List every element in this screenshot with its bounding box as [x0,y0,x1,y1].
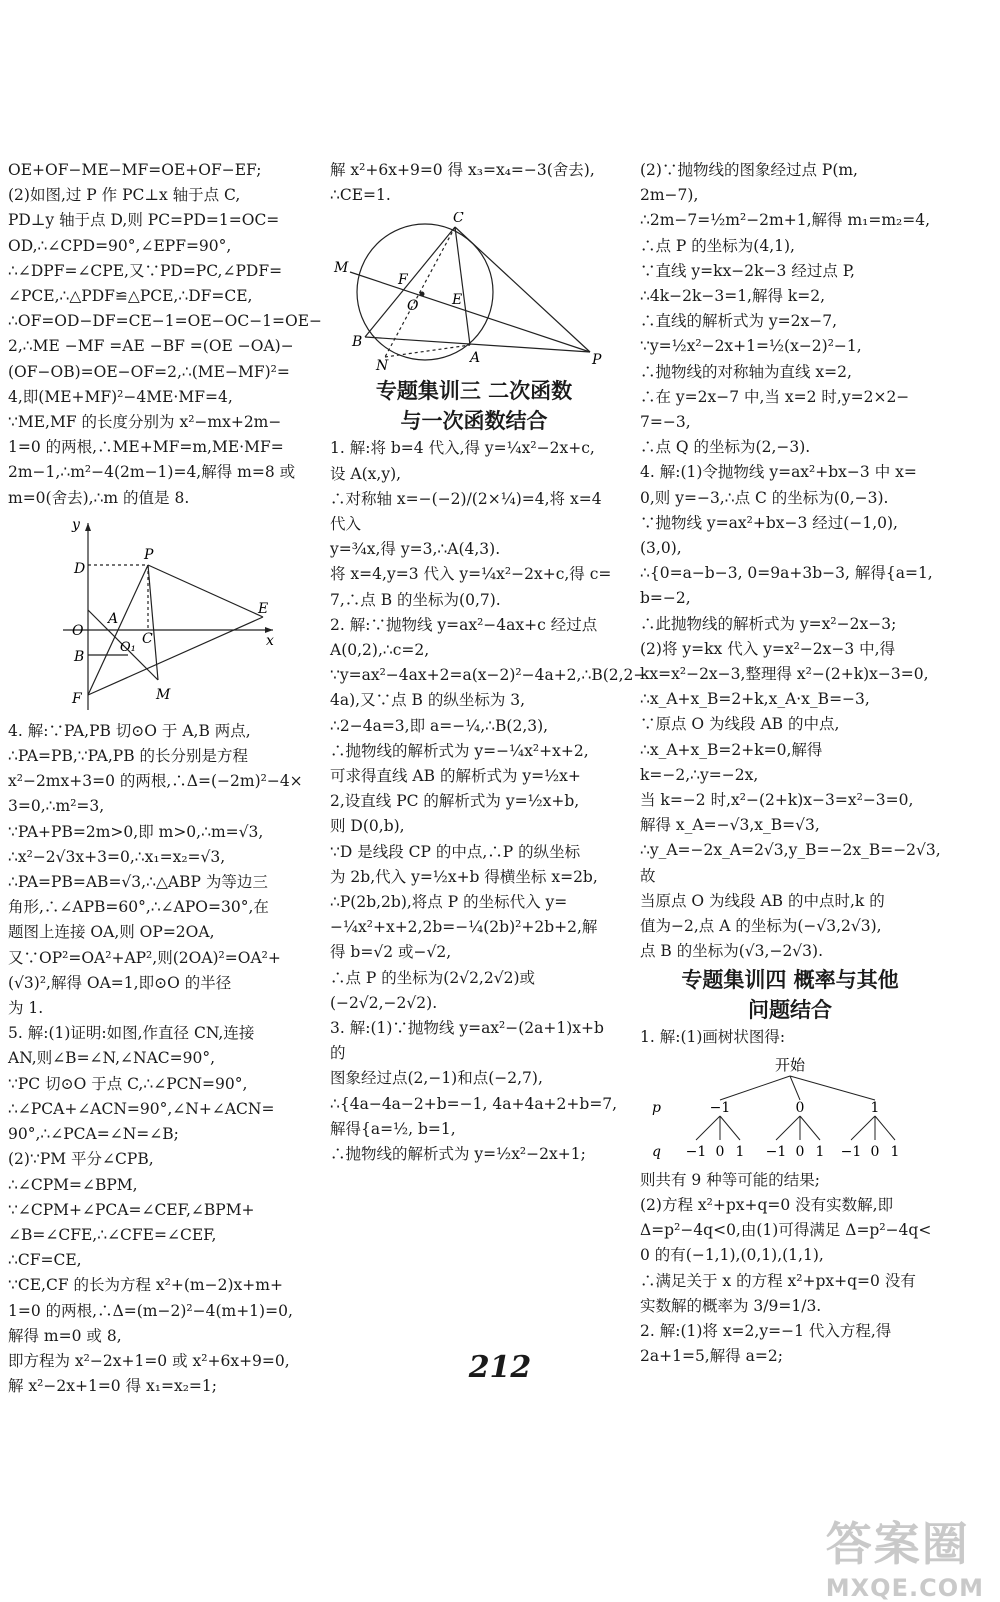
solution-text-block [640,1168,940,1370]
text-line: ∴∠DPF=∠CPE,又∵PD=PC,∠PDF= [8,261,283,280]
label-C: C [142,630,153,647]
text-line: 1=0 的两根,∴Δ=(m−2)²−4(m+1)=0, [8,1301,293,1320]
tree-p-label: p [652,1099,661,1116]
text-line: 4. 解:∵PA,PB 切⊙O 于 A,B 两点, [8,721,251,740]
text-line: ∵PC 切⊙O 于点 C,∴∠PCN=90°, [8,1074,248,1093]
text-line: 角形,∴∠APB=60°,∴∠APO=30°,在 [8,898,269,917]
watermark [826,1508,984,1602]
text-line: ∴抛物线的解析式为 y=½x²−2x+1; [330,1145,586,1164]
text-line: y=¾x,得 y=3,∴A(4,3). [330,540,501,559]
text-line: 题图上连接 OA,则 OP=2OA, [8,923,215,942]
text-line: (2)将 y=kx 代入 y=x²−2x−3 中,得 [640,639,896,658]
line-FE [88,617,263,695]
solution-text-block [8,719,308,1399]
text-line: 4. 解:(1)令抛物线 y=ax²+bx−3 中 x= [640,463,917,482]
label-B: B [352,334,363,351]
text-line: 解得 x_A=−√3,x_B=√3, [640,816,820,835]
text-line: (2)如图,过 P 作 PC⊥x 轴于点 C, [8,186,241,205]
text-line: ∴直线的解析式为 y=2x−7, [640,312,838,331]
text-line: 4a),又∵点 B 的纵坐标为 3, [330,691,526,710]
center-dot [420,292,425,297]
tree-q-node: −1 [765,1143,787,1160]
text-line: 为 2b,代入 y=½x+b 得横坐标 x=2b, [330,867,598,886]
text-line: ∴CF=CE, [8,1251,82,1270]
text-line: (2)方程 x²+px+q=0 没有实数解,即 [640,1195,894,1214]
label-O: O [72,622,84,639]
label-B: B [74,648,85,665]
text-line: ∴点 Q 的坐标为(2,−3). [640,438,811,457]
solution-text-block [8,158,323,511]
text-line: OE+OF−ME−MF=OE+OF−EF; [8,161,262,179]
text-line: (3,0), [640,539,682,558]
text-line: ∠PCE,∴△PDF≌△PCE,∴DF=CE, [8,287,253,306]
text-line: ∴点 P 的坐标为(4,1), [640,236,795,255]
text-line: (−2√2,−2√2). [330,993,438,1012]
column-left [8,158,323,1399]
text-line: 7,∴点 B 的坐标为(0,7). [330,590,501,609]
section-heading-sub: 与一次函数结合 [400,409,548,434]
label-M: M [156,686,171,703]
text-line: ∴x_A+x_B=2+k=0,解得 k=−2,∴y=−2x, [640,740,828,784]
label-A: A [470,350,481,367]
text-line: A(0,2),∴c=2, [330,641,430,660]
tree-root: 开始 [774,1055,806,1074]
text-line: ∴点 P 的坐标为(2√2,2√2)或 [330,968,536,987]
watermark-logo-text: 答案圈 [825,1517,970,1571]
text-line: ∵直线 y=kx−2k−3 经过点 P, [640,261,855,280]
label-x: x [266,632,274,649]
text-line: 得 b=√2 或−√2, [330,943,452,962]
text-line: ∴CE=1. [330,186,391,205]
text-line: ∴此抛物线的解析式为 y=x²−2x−3; [640,614,897,633]
text-line: 解得 m=0 或 8, [8,1326,122,1345]
label-E: E [258,600,269,617]
section-heading: 专题集训三 二次函数 [375,379,573,404]
line-CP [455,227,590,352]
text-line: 4,即(ME+MF)²−4ME·MF=4, [8,387,233,406]
text-line: ∴PA=PB=AB=√3,∴△ABP 为等边三 [8,873,268,892]
text-line: 2,∴ME −MF =AE −BF =(OE −OA)− [8,337,294,356]
text-line: 实数解的概率为 3/9=1/3. [640,1296,822,1315]
text-line: 当 k=−2 时,x²−(2+k)x−3=x²−3=0, [640,791,914,810]
tree-p-node: −1 [709,1099,731,1116]
text-line: 值为−2,点 A 的坐标为(−√3,2√3), [640,917,882,936]
text-line: ∴2m−7=½m²−2m+1,解得 m₁=m₂=4, [640,211,931,230]
text-line: 3. 解:(1)∵抛物线 y=ax²−(2a+1)x+b 的 [330,1019,609,1063]
coordinate-figure [8,515,308,715]
text-line: (OF−OB)=OE−OF=2,∴(ME−MF)²= [8,362,290,381]
text-line: ∵原点 O 为线段 AB 的中点, [640,715,840,734]
text-line: 解 x²+6x+9=0 得 x₃=x₄=−3(舍去), [330,161,595,179]
text-line: 点 B 的坐标为(√3,−2√3). [640,942,824,961]
section-heading-sub: 问题结合 [748,997,832,1022]
tree-q-node: 1 [815,1143,825,1160]
column-right [640,158,940,1369]
text-line: 2m−1,∴m²−4(2m−1)=4,解得 m=8 或 [8,463,296,482]
label-P: P [592,352,602,369]
text-line: ∴抛物线的对称轴为直线 x=2, [640,362,852,381]
text-line: AN,则∠B=∠N,∠NAC=90°, [8,1049,216,1068]
text-line: 7=−3, [640,413,691,432]
text-line: ∵y=ax²−4ax+2=a(x−2)²−4a+2,∴B(2,2− [330,666,647,685]
text-line: 1. 解:(1)画树状图得: [640,1027,786,1046]
solution-text-block [640,158,940,965]
text-line: ∵抛物线 y=ax²+bx−3 经过(−1,0), [640,513,898,532]
text-line: −¼x²+x+2,2b=−¼(2b)²+2b+2,解 [330,918,598,937]
text-line: 3=0,∴m²=3, [8,797,105,816]
label-M: M [334,260,349,277]
text-line: ∴在 y=2x−7 中,当 x=2 时,y=2×2− [640,387,910,406]
label-C: C [453,212,464,227]
text-line: ∴满足关于 x 的方程 x²+px+q=0 没有 [640,1271,916,1290]
text-line: 则 D(0,b), [330,817,405,836]
label-O1: O₁ [120,639,136,655]
text-line: ∴抛物线的解析式为 y=−¼x²+x+2, [330,741,589,760]
tree-q-node: 0 [795,1143,805,1160]
tree-q-node: 1 [890,1143,900,1160]
text-line: ∵y=½x²−2x+1=½(x−2)²−1, [640,337,862,356]
label-O: O [407,298,419,315]
watermark-url: MXQE.COM [825,1574,984,1602]
label-P: P [144,546,154,563]
page-number: 212 [468,1350,532,1385]
tree-q-node: 0 [715,1143,725,1160]
text-line: ∴∠PCA+∠ACN=90°,∠N+∠ACN= [8,1099,275,1118]
y-arrow-icon [85,523,91,531]
label-F: F [398,272,408,289]
text-line: ∴x²−2√3x+3=0,∴x₁=x₂=√3, [8,847,226,866]
text-line: 则共有 9 种等可能的结果; [640,1170,820,1189]
text-line: 2m−7), [640,186,699,205]
text-line: 90°,∴∠PCA=∠N=∠B; [8,1125,179,1144]
text-line: 1=0 的两根,∴ME+MF=m,ME·MF= [8,438,284,457]
tree-q-node: −1 [840,1143,862,1160]
text-line: 2a+1=5,解得 a=2; [640,1347,783,1366]
text-line: ∠B=∠CFE,∴∠CFE=∠CEF, [8,1225,217,1244]
section-heading: 专题集训四 概率与其他 [681,967,899,992]
text-line: 可求得直线 AB 的解析式为 y=½x+ [330,767,581,786]
tree-p-node: 1 [870,1099,880,1116]
text-line: 解 x²−2x+1=0 得 x₁=x₂=1; [8,1377,217,1396]
text-line: ∴∠CPM=∠BPM, [8,1175,138,1194]
column-middle [330,158,647,1167]
text-line: (2)∵抛物线的图象经过点 P(m, [640,161,858,179]
text-line: 2,设直线 PC 的解析式为 y=½x+b, [330,792,580,811]
text-line: ∴{4a−4a−2+b=−1, 4a+4a+2+b=7, 解得{a=½, b=1, [330,1094,623,1138]
text-line: OD,∴∠CPD=90°,∠EPF=90°, [8,236,232,255]
text-line: 当原点 O 为线段 AB 的中点时,k 的 [640,891,885,910]
text-line: ∴PA=PB,∵PA,PB 的长分别是方程 [8,747,249,766]
tree-q-node: 1 [735,1143,745,1160]
text-line: ∵D 是线段 CP 的中点,∴P 的纵坐标 [330,842,581,861]
tree-p-node: 0 [795,1099,805,1116]
label-D: D [74,560,86,577]
text-line: ∵PA+PB=2m>0,即 m>0,∴m=√3, [8,822,264,841]
solution-text-block [640,1025,940,1050]
tree-q-node: 0 [870,1143,880,1160]
solution-text-block [330,158,618,208]
text-line: 将 x=4,y=3 代入 y=¼x²−2x+c,得 c= [330,565,612,584]
circle-O [357,224,493,360]
circle-figure [330,212,618,372]
text-line: 2. 解:(1)将 x=2,y=−1 代入方程,得 [640,1321,892,1340]
line-CA [455,227,470,345]
text-line: 设 A(x,y), [330,464,402,483]
text-line: ∵CE,CF 的长为方程 x²+(m−2)x+m+ [8,1276,283,1295]
text-line: Δ=p²−4q<0,由(1)可得满足 Δ=p²−4q< [640,1221,932,1240]
text-line: 图象经过点(2,−1)和点(−2,7), [330,1069,543,1088]
label-N: N [376,358,389,373]
text-line: ∵ME,MF 的长度分别为 x²−mx+2m− [8,413,282,432]
tree-q-node: −1 [685,1143,707,1160]
text-line: (2)∵PM 平分∠CPB, [8,1150,154,1169]
text-line: 2. 解:∵抛物线 y=ax²−4ax+c 经过点 [330,615,598,634]
text-line: 5. 解:(1)证明:如图,作直径 CN,连接 [8,1024,255,1043]
text-line: (√3)²,解得 OA=1,即⊙O 的半径 [8,973,232,992]
text-line: 0 的有(−1,1),(0,1),(1,1), [640,1246,824,1265]
text-line: ∴OF=OD−DF=CE−1=OE−OC−1=OE− [8,312,323,331]
text-line: ∴P(2b,2b),将点 P 的坐标代入 y= [330,893,568,912]
text-line: 为 1. [8,999,44,1018]
solution-text-block [330,436,647,1167]
text-line: 0,则 y=−3,∴点 C 的坐标为(0,−3). [640,488,889,507]
text-line: ∴4k−2k−3=1,解得 k=2, [640,287,826,306]
text-line: ∵∠CPM+∠PCA=∠CEF,∠BPM+ [8,1200,255,1219]
text-line: 即方程为 x²−2x+1=0 或 x²+6x+9=0, [8,1351,290,1370]
label-A: A [108,610,119,627]
line-PE [148,565,263,617]
text-line: 1. 解:将 b=4 代入,得 y=¼x²−2x+c, [330,439,595,458]
line-NA [385,345,470,357]
text-line: m=0(舍去),∴m 的值是 8. [8,488,190,507]
line-PM [148,565,158,680]
text-line: x²−2mx+3=0 的两根,∴Δ=(−2m)²−4× [8,772,303,791]
diameter-CN [385,227,455,357]
label-F: F [72,690,82,707]
text-line: ∴{0=a−b−3, 0=9a+3b−3, 解得{a=1, b=−2, [640,564,938,608]
tree-q-label: q [652,1143,661,1160]
text-line: ∴x_A+x_B=2+k,x_A·x_B=−3, [640,690,870,709]
tree-diagram [640,1054,940,1164]
text-line: ∴y_A=−2x_A=2√3,y_B=−2x_B=−2√3,故 [640,841,941,885]
text-line: 又∵OP²=OA²+AP²,则(2OA)²=OA²+ [8,948,281,967]
text-line: ∴2−4a=3,即 a=−¼,∴B(2,3), [330,716,549,735]
label-y: y [72,516,80,533]
text-line: kx=x²−2x−3,整理得 x²−(2+k)x−3=0, [640,665,929,684]
text-line: PD⊥y 轴于点 D,则 PC=PD=1=OC= [8,211,280,230]
label-E: E [452,292,463,309]
text-line: ∴对称轴 x=−(−2)/(2×¼)=4,将 x=4 代入 [330,489,607,534]
